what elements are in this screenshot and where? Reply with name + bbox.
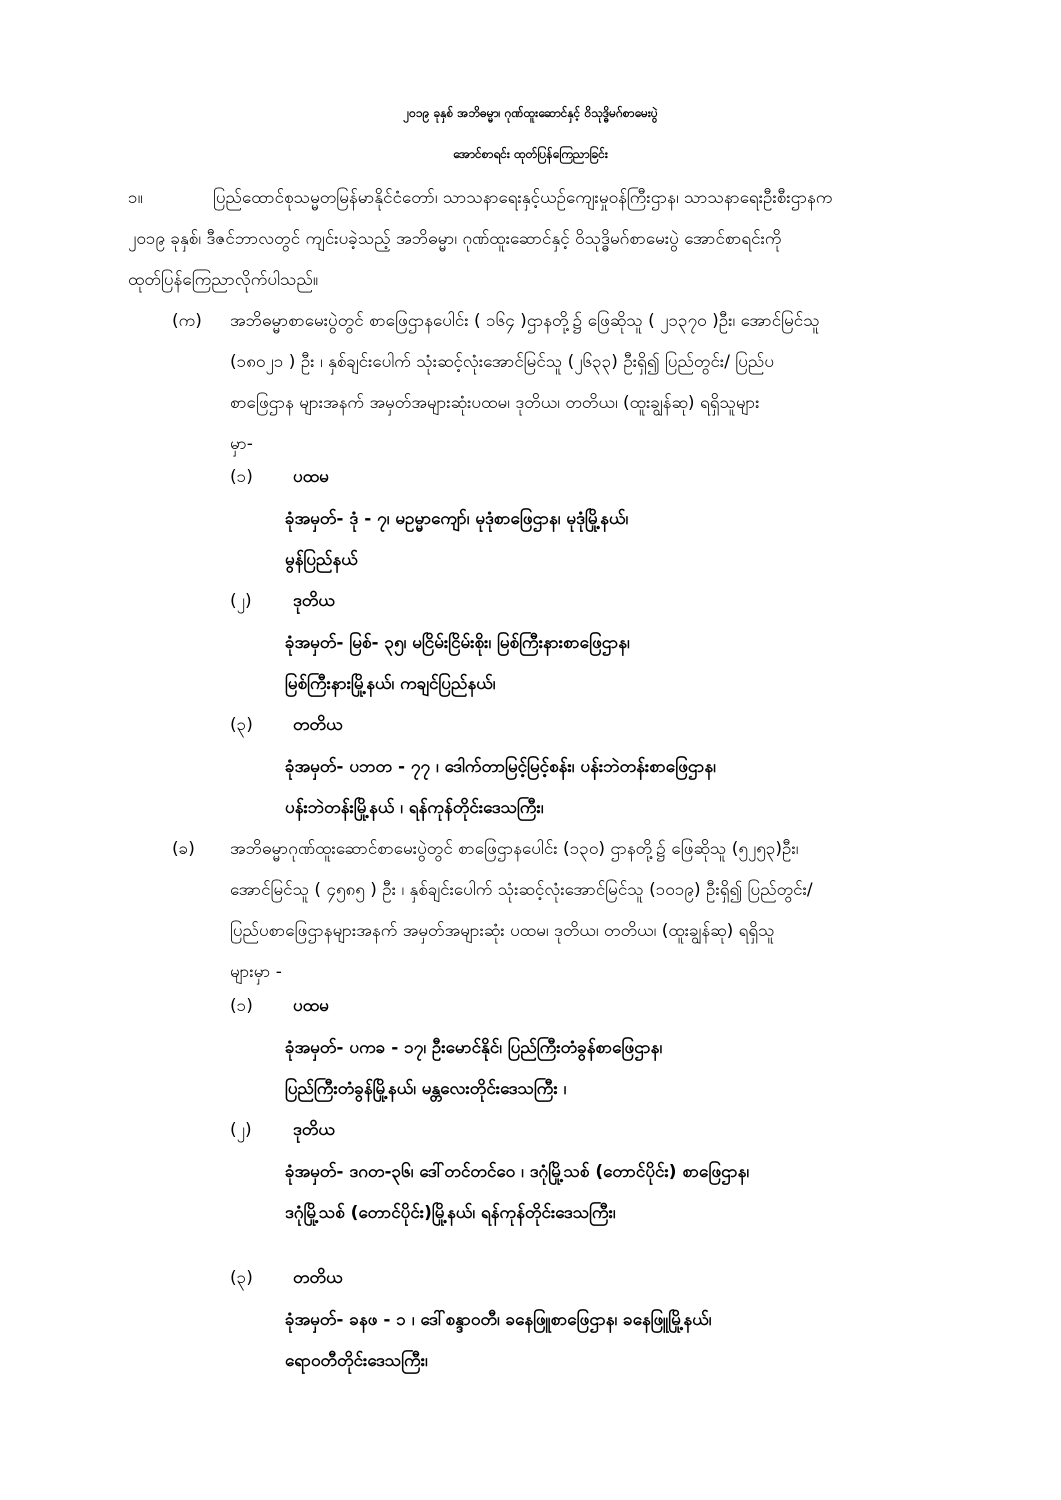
section-line: အဘိဓမ္မာဂုဏ်ထူးဆောင်စာမေးပွဲတွင် စာဖြေဌာနပေါင်း (၁၃၀) ဌာနတို့၌ ဖြေဆိုသူ (၅၂၅၃)ဦး၊ — [230, 839, 799, 859]
item-number: (၃) — [230, 1268, 253, 1288]
paragraph-number: ၁။ — [128, 188, 143, 208]
item-number: (၃) — [230, 715, 253, 735]
item-detail-line: ခုံအမှတ်- ဒုံ - ၇၊ မဥမ္မာကျော်၊ မုဒုံစာဖြေဌာန၊ မုဒုံမြို့နယ်၊ — [285, 509, 629, 529]
section-line: အောင်မြင်သူ ( ၄၅၈၅ ) ဦး ၊ နှစ်ချင်းပေါက် သုံးဆင့်လုံးအောင်မြင်သူ (၁၀၁၉) ဦးရှိ၍ ပြည်တွင်း/ — [230, 880, 813, 900]
item-detail-line: ရောဝတီတိုင်းဒေသကြီး၊ — [285, 1351, 428, 1371]
item-rank: ဒုတိယ — [293, 1120, 335, 1140]
item-detail-line: ဒဂုံမြို့သစ် (တောင်ပိုင်း)မြို့နယ်၊ ရန်ကုန်တိုင်းဒေသကြီး၊ — [285, 1203, 616, 1223]
section-label: (ခ) — [172, 839, 195, 859]
paragraph-line: ပြည်ထောင်စုသမ္မတမြန်မာနိုင်ငံတော်၊ သာသနာရေးနှင့်ယဉ်ကျေးမှုဝန်ကြီးဌာန၊ သာသနာရေးဦးစီးဌာနက — [213, 188, 833, 208]
section-label: (က) — [172, 311, 202, 331]
item-detail-line: ခုံအမှတ်- ဒဂတ-၃၆၊ ဒေါ်တင်တင်ဝေ ၊ ဒဂုံမြို့သစ် (တောင်ပိုင်း) စာဖြေဌာန၊ — [285, 1162, 750, 1182]
item-detail-line: မွန်ပြည်နယ် — [285, 550, 358, 570]
paragraph-line: ထုတ်ပြန်ကြေညာလိုက်ပါသည်။ — [128, 270, 319, 290]
item-detail-line: ပန်းဘဲတန်းမြို့နယ် ၊ ရန်ကုန်တိုင်းဒေသကြီး၊ — [285, 798, 544, 818]
item-detail-line: ခုံအမှတ်- ခနဖ - ၁ ၊ ဒေါ်စန္ဒာဝတီ၊ ခနေဖြူစာဖြေဌာန၊ ခနေဖြူမြို့နယ်၊ — [285, 1310, 712, 1330]
paragraph-line: ၂၀၁၉ ခုနှစ်၊ ဒီဇင်ဘာလတွင် ကျင်းပခဲ့သည့် အဘိဓမ္မာ၊ ဂုဏ်ထူးဆောင်နှင့် ဝိသုဒ္ဓိမဂ်စာမေးပွဲ အောင်စာရင်းကို — [128, 229, 782, 249]
item-number: (၂) — [230, 1120, 252, 1140]
item-number: (၁) — [230, 996, 253, 1016]
item-detail-line: ပြည်ကြီးတံခွန်မြို့နယ်၊ မန္တလေးတိုင်းဒေသကြီး ၊ — [285, 1079, 567, 1099]
item-rank: တတိယ — [293, 1268, 343, 1288]
item-detail-line: မြစ်ကြီးနားမြို့နယ်၊ ကချင်ပြည်နယ်၊ — [285, 674, 496, 694]
section-line: များမှာ - — [230, 962, 282, 982]
item-detail-line: ခုံအမှတ်- မြစ်- ၃၅၊ မငြိမ်းငြိမ်းစိုး၊ မြစ်ကြီးနားစာဖြေဌာန၊ — [285, 633, 630, 653]
document-title-line2: အောင်စာရင်း ထုတ်ပြန်ကြေညာခြင်း — [453, 147, 608, 161]
item-number: (၂) — [230, 591, 252, 611]
item-rank: ဒုတိယ — [293, 591, 335, 611]
item-rank: ပထမ — [293, 996, 329, 1016]
item-rank: တတိယ — [293, 715, 343, 735]
section-line: မှာ- — [230, 434, 253, 454]
item-detail-line: ခုံအမှတ်- ပဘတ - ၇၇ ၊ ဒေါက်တာမြင့်မြင့်စန်း၊ ပန်းဘဲတန်းစာဖြေဌာန၊ — [285, 757, 716, 777]
section-line: အဘိဓမ္မာစာမေးပွဲတွင် စာဖြေဌာနပေါင်း ( ၁၆၄ )ဌာနတို့၌ ဖြေဆိုသူ ( ၂၁၃၇၀ )ဦး၊ အောင်မြင်သူ — [230, 311, 820, 331]
item-rank: ပထမ — [293, 467, 329, 487]
item-detail-line: ခုံအမှတ်- ပကခ - ၁၇၊ ဦးမောင်နိုင်၊ ပြည်ကြီးတံခွန်စာဖြေဌာန၊ — [285, 1038, 663, 1058]
item-number: (၁) — [230, 467, 253, 487]
section-line: စာဖြေဌာန များအနက် အမှတ်အများဆုံးပထမ၊ ဒုတိယ၊ တတိယ၊ (ထူးချွန်ဆု) ရရှိသူများ — [230, 393, 760, 413]
section-line: (၁၈၀၂၁ ) ဦး ၊ နှစ်ချင်းပေါက် သုံးဆင့်လုံးအောင်မြင်သူ (၂၆၃၃) ဦးရှိ၍ ပြည်တွင်း/ ပြည်ပ — [230, 352, 775, 372]
section-line: ပြည်ပစာဖြေဌာနများအနက် အမှတ်အများဆုံး ပထမ၊ ဒုတိယ၊ တတိယ၊ (ထူးချွန်ဆု) ရရှိသူ — [230, 921, 775, 941]
document-title-line1: ၂၀၁၉ ခုနှစ် အဘိဓမ္မာ၊ ဂုဏ်ထူးဆောင်နှင့် ဝိသုဒ္ဓိမဂ်စာမေးပွဲ — [403, 106, 658, 120]
